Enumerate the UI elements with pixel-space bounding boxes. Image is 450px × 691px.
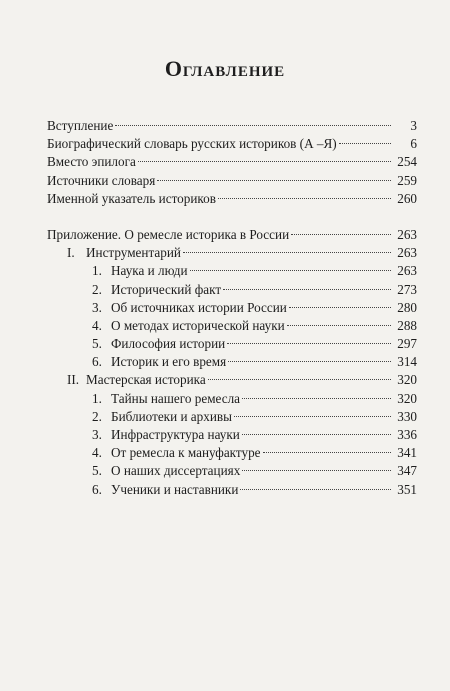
toc-chapter-number: 4. (92, 445, 102, 461)
toc-entry-page: 351 (397, 481, 417, 497)
toc-entry-page: 320 (397, 372, 417, 388)
toc-entry-page: 347 (397, 463, 417, 479)
toc-entry-page: 6 (410, 136, 417, 152)
toc-chapter-label: От ремесла к мануфактуре (111, 445, 261, 461)
toc-chapter (47, 317, 417, 335)
toc-chapter-label: О методах исторической науки (111, 317, 285, 333)
toc-chapter (47, 444, 417, 462)
toc-entry-page: 314 (397, 354, 417, 370)
toc-chapter-number: 4. (92, 317, 102, 333)
toc-appendix (47, 226, 417, 244)
toc-chapter (47, 408, 417, 426)
toc-chapter-number: 6. (92, 354, 102, 370)
toc-entry-page: 297 (397, 336, 417, 352)
toc-chapter-number: 3. (92, 427, 102, 442)
dot-leader (240, 489, 391, 490)
toc-entry (47, 135, 417, 153)
toc-chapter-number: 1. (92, 390, 102, 406)
dot-leader (138, 161, 391, 162)
toc-chapter-number: 3. (92, 299, 102, 315)
dot-leader (234, 416, 391, 417)
toc-chapter-label: Исторический факт (111, 281, 222, 297)
dot-leader (228, 361, 391, 362)
toc-chapter-label: Инфраструктура науки (111, 427, 240, 442)
toc-chapter-label: Философия истории (111, 336, 226, 352)
dot-leader (223, 289, 391, 290)
toc-entry (47, 172, 417, 190)
table-of-contents (47, 117, 417, 499)
toc-entry-page: 263 (397, 226, 417, 242)
dot-leader (227, 343, 391, 344)
toc-chapter-label: Об источниках истории России (111, 299, 287, 315)
dot-leader (242, 434, 391, 435)
page-title: Оглавление (164, 56, 286, 81)
toc-entry-page: 280 (397, 299, 417, 315)
dot-leader (208, 379, 391, 380)
dot-leader (242, 398, 391, 399)
toc-chapter (47, 426, 417, 444)
toc-entry-page: 263 (397, 263, 417, 279)
dot-leader (242, 470, 391, 471)
toc-chapter-label: Ученики и наставники (111, 481, 239, 497)
toc-chapter (47, 481, 417, 499)
toc-chapter-label: Библиотеки и архивы (111, 408, 232, 424)
toc-entry-page: 330 (397, 408, 417, 424)
toc-part (47, 371, 417, 389)
dot-leader (115, 125, 391, 126)
dot-leader (287, 325, 391, 326)
toc-chapter-label: О наших диссертациях (111, 463, 241, 479)
dot-leader (218, 198, 391, 199)
toc-entry-page: 320 (397, 390, 417, 406)
toc-chapter (47, 299, 417, 317)
toc-chapter (47, 281, 417, 299)
toc-entry-label: Именной указатель историков (47, 190, 216, 206)
toc-entry-page: 341 (397, 445, 417, 461)
toc-chapter-number: 2. (92, 281, 102, 297)
toc-entry-page: 254 (397, 154, 417, 170)
toc-entry-label: Вступление (47, 118, 114, 133)
toc-part-label: Мастерская историка (86, 372, 206, 388)
toc-entry-label: Приложение. О ремесле историка в России (47, 226, 290, 242)
dot-leader (190, 270, 391, 271)
toc-entry (47, 117, 417, 135)
toc-chapter (47, 335, 417, 353)
toc-chapter-label: Тайны нашего ремесла (111, 390, 241, 406)
toc-entry-label: Биографический словарь русских историков (А –Я) (47, 136, 337, 152)
toc-chapter-number: 5. (92, 463, 102, 479)
toc-entry-page: 3 (410, 118, 417, 133)
toc-chapter (47, 390, 417, 408)
section-gap (47, 208, 417, 226)
dot-leader (339, 143, 391, 144)
toc-chapter (47, 462, 417, 480)
dot-leader (263, 452, 391, 453)
toc-entry (47, 153, 417, 171)
toc-chapter-number: 5. (92, 336, 102, 352)
toc-entry-label: Источники словаря (47, 172, 156, 188)
toc-entry-page: 263 (397, 245, 417, 261)
toc-chapter-label: Историк и его время (111, 354, 227, 370)
dot-leader (183, 252, 391, 253)
toc-entry-page: 336 (397, 427, 417, 442)
toc-part (47, 244, 417, 262)
dot-leader (157, 180, 391, 181)
toc-part-number: I. (67, 245, 75, 261)
toc-chapter-number: 2. (92, 408, 102, 424)
toc-chapter-number: 1. (92, 263, 102, 279)
toc-entry-page: 273 (397, 281, 417, 297)
toc-entry-page: 259 (397, 172, 417, 188)
toc-entry-label: Вместо эпилога (47, 154, 136, 170)
dot-leader (289, 307, 391, 308)
toc-part-label: Инструментарий (86, 245, 181, 261)
toc-entry-page: 288 (397, 317, 417, 333)
dot-leader (291, 234, 391, 235)
toc-chapter-number: 6. (92, 481, 102, 497)
toc-entry-page: 260 (397, 190, 417, 206)
toc-chapter (47, 262, 417, 280)
toc-part-number: II. (67, 372, 80, 388)
toc-chapter-label: Наука и люди (111, 263, 188, 279)
toc-chapter (47, 353, 417, 371)
toc-entry (47, 190, 417, 208)
